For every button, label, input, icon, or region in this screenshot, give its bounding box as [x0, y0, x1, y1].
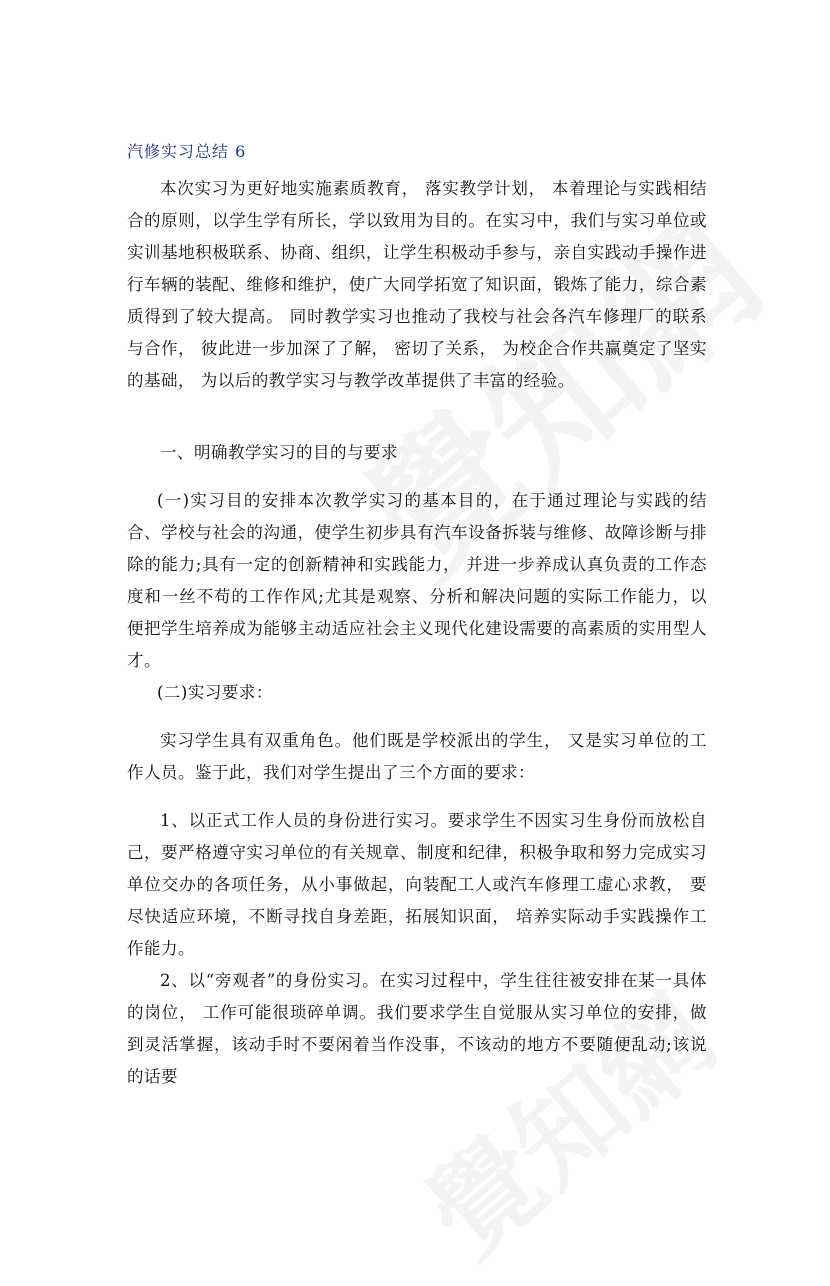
paragraph-purpose: (一)实习目的安排本次教学实习的基本目的，在于通过理论与实践的结合、学校与社会的沟通，使学生初步具有汽车设备拆装与维修、故障诊断与排除的能力;具有一定的创新精神和实践能力， 并进一步养成认真负责的工作态度和一丝不苟的工作作风;尤其是观察、分析和解决问题的实际工作能力，以便把学生培养成为能够主动适应社会主义现代化建设需要的高素质的实用型人才。 — [127, 491, 707, 670]
list-item-1: 1、以正式工作人员的身份进行实习。要求学生不因实习生身份而放松自己，要严格遵守实习单位的有关规章、制度和纪律，积极争取和努力完成实习单位交办的各项任务，从小事做起，向装配工人或汽车修理工虚心求教， 要尽快适应环境，不断寻找自身差距，拓展知识面， 培养实际动手实践操作工作能力。 — [127, 811, 707, 958]
document-title: 汽修实习总结 6 — [127, 142, 247, 161]
subheading-requirements: (二)实习要求： — [157, 683, 273, 702]
list-item-2: 2、以“旁观者”的身份实习。在实习过程中，学生往往被安排在某一具体的岗位， 工作可能很琐碎单调。我们要求学生自觉服从实习单位的安排，做到灵活掌握，该动手时不要闲着当作没事，不该动的地方不要随便乱动;该说的话要 — [127, 971, 707, 1086]
paragraph-intro: 本次实习为更好地实施素质教育， 落实教学计划， 本着理论与实践相结合的原则，以学生学有所长，学以致用为目的。在实习中，我们与实习单位或实训基地积极联系、协商、组织，让学生积极动手参与，亲自实践动手操作进行车辆的装配、维修和维护，使广大同学拓宽了知识面，锻炼了能力，综合素质得到了较大提高。 同时教学实习也推动了我校与社会各汽车修理厂的联系与合作， 彼此进一步加深了了解， 密切了关系， 为校企合作共赢奠定了坚实的基础， 为以后的教学实习与教学改革提供了丰富的经验。 — [127, 179, 707, 390]
paragraph-roles: 实习学生具有双重角色。他们既是学校派出的学生， 又是实习单位的工作人员。鉴于此，我们对学生提出了三个方面的要求： — [127, 731, 707, 782]
section-heading-1: 一、明确教学实习的目的与要求 — [160, 443, 398, 462]
